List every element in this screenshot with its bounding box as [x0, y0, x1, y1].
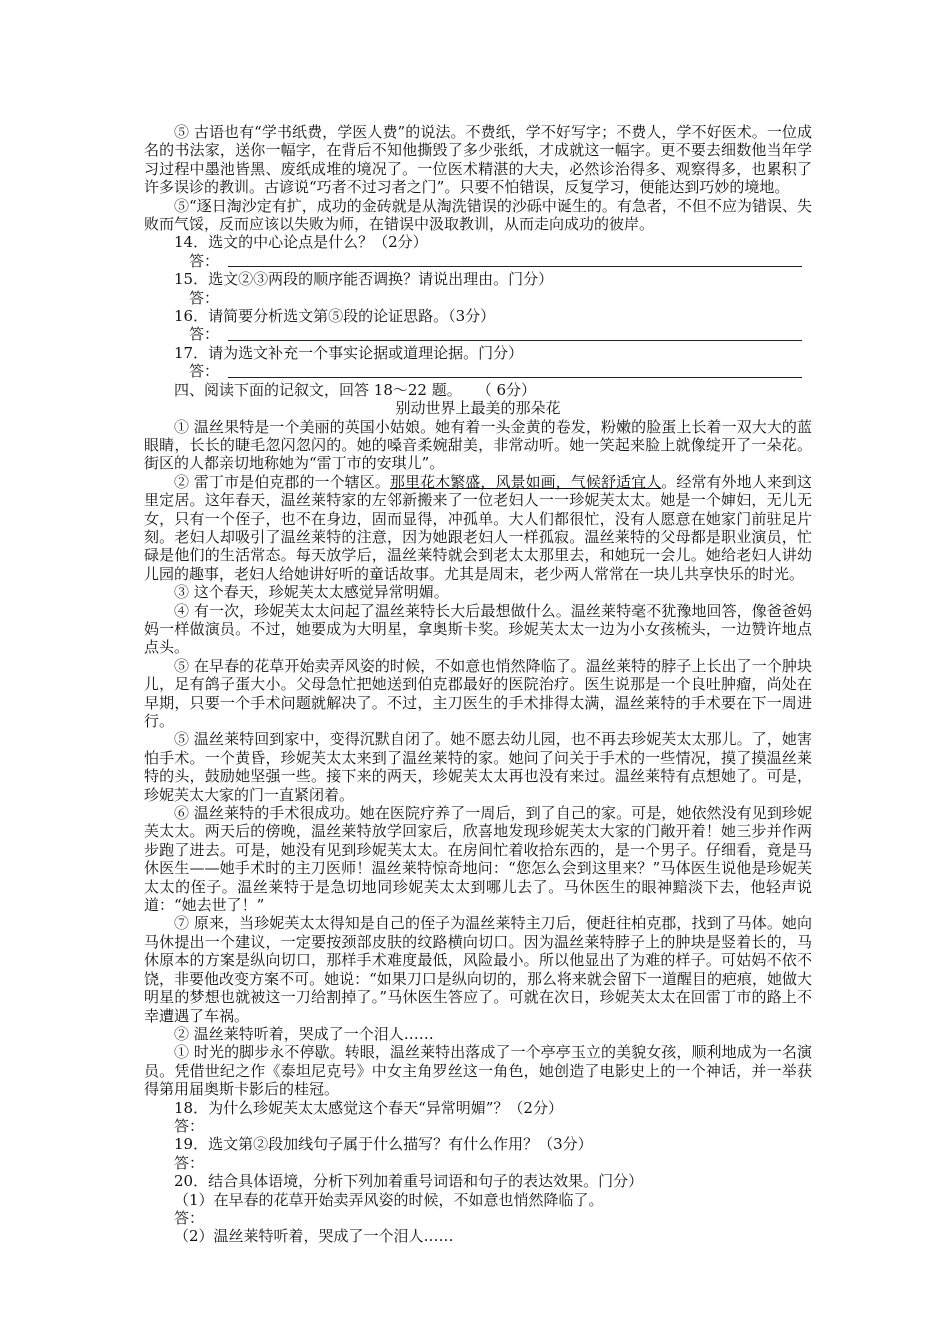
- story-paragraph-8: ⑦ 原来，当珍妮芙太太得知是自己的侄子为温丝莱特主刀后，便赶往柏克郡，找到了马体。她向马休提出一个建议，一定要按颈部皮肤的纹路横向切口。因为温丝莱特脖子上的肿块是竖着长的，马休原本的方案是纵向切口，那样手术难度最低，风险最小。所以他显出了为难的样子。可姑妈不依不饶，非要他改变方案不可。她说：“如果刀口是纵向切的，那么将来就会留下一道醒目的疤痕，她做大明星的梦想也就被这一刀给割掉了。”马休医生答应了。可就在次日，珍妮芙太太在回雷丁市的路上不幸遭遇了车祸。: [144, 914, 812, 1025]
- story-paragraph-7: ⑥ 温丝莱特的手术很成功。她在医院疗养了一周后，到了自己的家。可是，她依然没有见到珍妮芙太太。两天后的傍晚，温丝莱特放学回家后，欣喜地发现珍妮芙太大家的门敞开着！她三步并作两步跑了进去。可是，她没有见到珍妮芙太太。在房间忙着收拾东西的，是一个男子。仔细看，竟是马休医生——她手术时的主刀医师！温丝莱特惊奇地问：“您怎么会到这里来？”马体医生说他是珍妮芙太太的侄子。温丝莱特于是急切地同珍妮芙太太到哪儿去了。马休医生的眼神黯淡下去，他轻声说道：“她去世了！”: [144, 804, 812, 915]
- story-paragraph-4: ④ 有一次，珍妮芙太太问起了温丝莱特长大后最想做什么。温丝莱特毫不犹豫地回答，像爸爸妈妈一样做演员。不过，她要成为大明星，拿奥斯卡奖。珍妮芙太太一边为小女孩梳头，一边赞许地点点头。: [144, 601, 812, 657]
- question-15: 15．选文②③两段的顺序能否调换？请说出理由。门分）: [174, 270, 554, 289]
- answer-17: [144, 362, 812, 380]
- answer-line: [228, 340, 802, 341]
- paragraph-5b: ⑤“逐日淘沙定有扩，成功的金砖就是从淘洗错误的沙砾中诞生的。有急者，不但不应为错误、失败而气馁，反而应该以失败为师，在错误中汲取教训，从而走向成功的彼岸。: [144, 196, 812, 234]
- story-p2-start: ② 雷丁市是伯克郡的一个辖区。: [174, 472, 390, 491]
- answer-label: 答：: [189, 251, 220, 270]
- answer-18: 答：: [174, 1116, 205, 1135]
- answer-line: [228, 377, 802, 378]
- answer-14: [144, 252, 812, 270]
- question-18: 18．为什么珍妮芙太太感觉这个春天“异常明媚”？（2分）: [174, 1098, 563, 1117]
- answer-label: 答：: [189, 288, 220, 307]
- question-20: 20．结合具体语境，分析下列加着重号词语和句子的表达效果。门分）: [174, 1172, 644, 1191]
- answer-line: [228, 266, 802, 267]
- question-16: 16．请简要分析选文第⑤段的论证思路。（3分）: [174, 307, 496, 326]
- question-19: 19．选文第②段加线句子属于什么描写？有什么作用？（3分）: [174, 1135, 593, 1154]
- answer-15: [144, 289, 812, 307]
- answer-label: 答：: [189, 362, 220, 381]
- answer-label: 答：: [189, 325, 220, 344]
- story-title: 别动世界上最美的那朵花: [395, 399, 561, 418]
- story-paragraph-10: ① 时光的脚步永不停歇。转眼，温丝莱特出落成了一个亭亭玉立的美貌女孩，顺利地成为一名演员。凭借世纪之作《泰坦尼克号》中女主角罗丝这一角色，她创造了电影史上的一个神话，并一举获得第用届奥斯卡影后的桂冠。: [144, 1043, 812, 1099]
- story-paragraph-1: ① 温丝果特是一个美丽的英国小姑娘。她有着一头金黄的卷发，粉嫩的脸蛋上长着一双大大的蓝眼睛，长长的睫毛忽闪忽闪的。她的嗓音柔婉甜美，非常动听。她一笑起来脸上就像绽开了一朵花。街区的人都亲切地称她为“雷丁市的安琪儿”。: [144, 417, 812, 473]
- answer-16: [144, 325, 812, 343]
- question-14: 14．选文的中心论点是什么？（2分）: [174, 233, 428, 252]
- question-20-1: （1）在早春的花草开始卖弄风姿的时候，不如意也悄然降临了。: [174, 1190, 604, 1209]
- answer-19: 答：: [174, 1153, 205, 1172]
- answer-20-1: 答：: [174, 1208, 205, 1227]
- question-17: 17．请为选文补充一个事实论据或道理论据。门分）: [174, 343, 524, 362]
- story-paragraph-5: ⑤ 在早春的花草开始卖弄风姿的时候，不如意也悄然降临了。温丝莱特的脖子上长出了一个肿块儿，足有鸽子蛋大小。父母急忙把她送到伯克郡最好的医院治疗。医生说那是一个良吐肿瘤，尚处在早期，只要一个手术问题就解决了。不过，主刀医生的手术排得太满，温丝莱特的手术要在下一周进行。: [144, 656, 812, 730]
- section-4-heading: 四、阅读下面的记叙文，回答 18～22 题。 （ 6分）: [174, 380, 537, 399]
- story-paragraph-9: ② 温丝莱特听着，哭成了一个泪人……: [174, 1024, 434, 1043]
- question-20-2: （2）温丝莱特听着，哭成了一个泪人……: [174, 1227, 454, 1246]
- underlined-sentence: 那里花木繁盛，风景如画，气候舒适宜人: [389, 472, 662, 491]
- story-p2-rest: 。经常有外地人来到这里定居。这年春天，温丝莱特家的左邻新搬来了一位老妇人一一珍妮芙太太。她是一个婶妇，无儿无女，只有一个侄子，也不在身边，固而显得，冲孤单。大人们都很忙，没有人愿意在她家门前驻足片刻。老妇人却吸引了温丝莱特的注意，因为她跟老妇人一样孤寂。温丝莱特的父母都是职业演员，忙碌是他们的生活常态。每天放学后，温丝莱特就会到老太太那里去，和她玩一会儿。她给老妇人讲幼儿园的趣事，老妇人给她讲好听的童话故事。尤其是周末，老少两人常常在一块儿共享快乐的时光。: [144, 472, 812, 583]
- document-content: [144, 123, 812, 1246]
- story-paragraph-6: ⑤ 温丝莱特回到家中，变得沉默自闭了。她不愿去幼儿园，也不再去珍妮芙太太那儿。了，她害怕手术。一个黄昏，珍妮芙太太来到了温丝莱特的家。她问了问关于手术的一些情况，摸了摸温丝莱特的头，鼓励她坚强一些。接下来的两天，珍妮芙太太再也没有来过。温丝莱特有点想她了。可是，珍妮芙太大家的门一直紧闭着。: [144, 730, 812, 804]
- story-paragraph-2: [144, 473, 812, 583]
- paragraph-5a: ⑤ 古语也有“学书纸费，学医人费”的说法。不费纸，学不好写字；不费人，学不好医术。一位成名的书法家，送你一幅字，在背后不知他撕毁了多少张纸，才成就这一幅字。更不要去细数他当年学习过程中墨池皆黑、废纸成堆的境况了。一位医术精湛的大夫，必然诊治得多、观察得多，也累积了许多误诊的教训。古谚说“巧者不过习者之门”。只要不怕错误，反复学习，便能达到巧妙的境地。: [144, 123, 812, 197]
- story-paragraph-3: ③ 这个春天，珍妮芙太太感觉异常明媚。: [174, 583, 449, 602]
